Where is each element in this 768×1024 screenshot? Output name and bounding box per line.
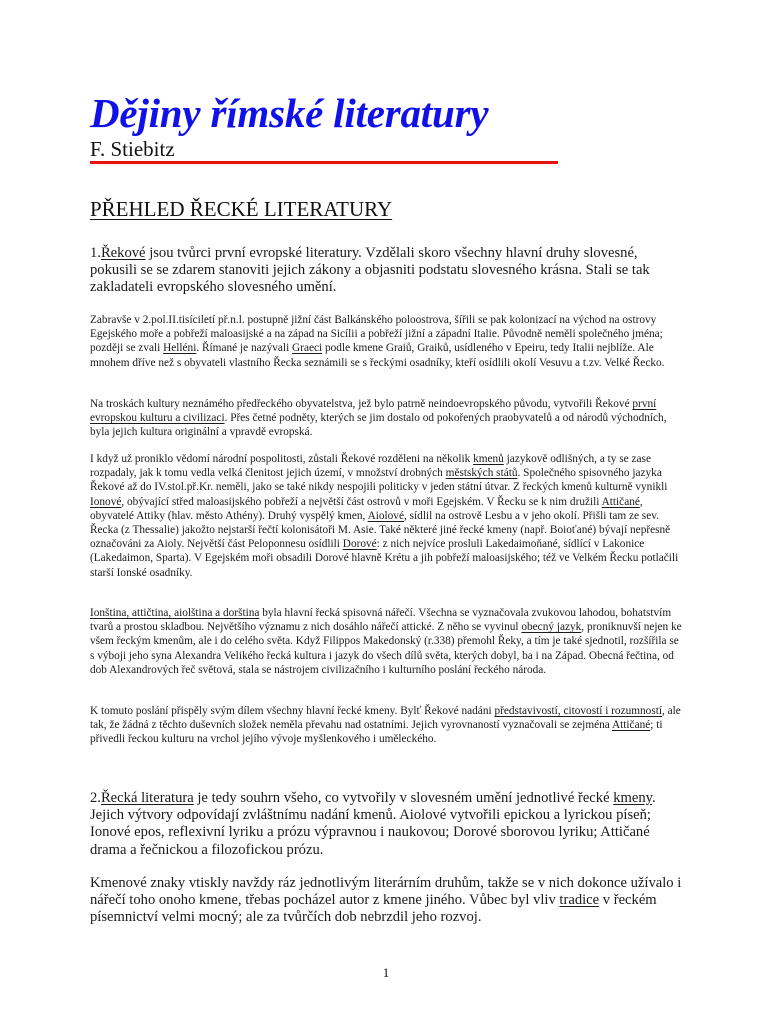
underlined-term: Graeci [292, 342, 323, 355]
underlined-term: Řecká literatura [100, 790, 194, 806]
document-author: F. Stiebitz [90, 137, 175, 161]
paragraph: 1.Řekové jsou tvůrci první evropské literatury. Vzdělali skoro všechny hlavní druhy slovesné, pokusili se se zdarem stanoviti jejich zákony a objasniti podstatu slovesného krásna. Stali se tak zakladateli evropského slovesného umění. [90, 245, 650, 296]
underlined-term: Řekové [100, 245, 146, 261]
paragraph: Zabravše v 2.pol.II.tisíciletí př.n.l. postupně jižní část Balkánského poloostrova, šířili se pak kolonizací na východ na ostrovy Egejského moře a pobřeží maloasijské a na západ na Sicílii a pobřeží jižní a západní Italie. Původně neměli společného jména; později se zvali Helléni. Římané je nazývali Graeci podle kmene Graiů, Graiků, usídleného v Epeiru, tedy Italii nejblíže. Ale mnohem dříve než s obyvateli vlastního Řecka seznámili se s řeckými osadníky, kteří osídlili okolí Vesuvu a t.zv. Velké Řecko. [90, 314, 665, 369]
underlined-term: Dorové [342, 538, 377, 551]
underlined-term: první evropskou kulturu a civilizaci [90, 398, 657, 425]
underlined-term: obecný jazyk [521, 621, 582, 634]
underlined-term: Aiolové [367, 509, 404, 522]
paragraph: I když už proniklo vědomí národní pospolitosti, zůstali Řekové rozděleni na několik kmenů jazykově odlišných, a ty se zase rozpadaly, jak k tomu vedla velká členitost jejich území, v množství drobných městských států. Společného spisovného jazyka Řekové až do IV.stol.př.Kr. neměli, jako se také nikdy nespojili politicky v jeden státní útvar. Z řeckých kmenů kulturně vynikli Ionové, obývající střed maloasijského pobřeží a největší část ostrovů v moři Egejském. V Řecku se k nim družili Attičané, obyvatelé Attiky (hlav. město Athény). Druhý vyspělý kmen, Aiolové, sídlil na ostrově Lesbu a v jeho okolí. Přišli tam ze sev. Řecka (z Thessalie) jakožto nejstarší řečtí kolonisátoři M. Asie. Také některé jiné řecké kmeny (např. Boioťané) bývají nepřesně označováni za Aioly. Největší část Peloponnesu osídlili Dorové: z nich nejvíce prosluli Lakedaimoňané, sídlící v Lakonice (Lakedaimon, Sparta). V Egejském moři obsadili Dorové hlavně Krétu a jih pobřeží maloasijského; též ve Velkém Řecku potlačili starší Ionské osadníky. [90, 453, 679, 579]
page-number: 1 [382, 965, 390, 980]
paragraph: 2.Řecká literatura je tedy souhrn všeho, co vytvořily v slovesném umění jednotlivé řecké kmeny. Jejich výtvory odpovídají zvláštnímu nadání kmenů. Aiolové vytvořili epickou a lyrickou píseň; Ionové epos, reflexivní lyriku a prózu výpravnou i naukovou; Dorové sborovou lyriku; Attičané drama a řečnickou a filozofickou prózu. [90, 790, 656, 858]
underlined-term: Attičané [601, 495, 640, 508]
title-divider [90, 161, 558, 164]
underlined-term: Ionština, attičtina, aiolština a dorština [90, 607, 260, 619]
underlined-term: městských států [445, 467, 518, 480]
underlined-term: kmeny [613, 790, 652, 806]
section-heading: PŘEHLED ŘECKÉ LITERATURY [90, 197, 393, 221]
paragraph: Na troskách kultury neznámého předřeckého obyvatelstva, jež bylo patrně neindoevropského původu, vytvořili Řekové první evropskou kulturu a civilizaci. Přes četné podněty, kterých se jim dostalo od pokořených praobyvatelů a od národů východních, byla jejich kultura originální a vpravdě evropská. [90, 398, 667, 439]
document-title: Dějiny římské literatury [90, 90, 489, 136]
underlined-term: tradice [559, 892, 600, 909]
underlined-term: Helléni [163, 342, 197, 355]
underlined-term: kmenů [473, 453, 504, 465]
paragraph: Kmenové znaky vtiskly navždy ráz jednotlivým literárním druhům, takže se v nich dokonce užívalo i nářečí toho onoho kmene, třebas pocházel autor z kmene jiného. Vůbec byl vliv tradice v řeckém písemnictví velmi mocný; ale za tvůrčích dob nebrzdil jeho rozvoj. [90, 875, 682, 926]
underlined-term: Attičané [611, 719, 651, 732]
underlined-term: představivostí, citovostí i rozumností [494, 705, 662, 717]
underlined-term: Ionové [90, 495, 122, 508]
paragraph: Ionština, attičtina, aiolština a dorština byla hlavní řecká spisovná nářečí. Všechna se vyznačovala zvukovou lahodou, bohatstvím tvarů a prostou skladbou. Největšího významu z nich dosáhlo nářečí attické. Z něho se vyvinul obecný jazyk, proniknuvší nejen ke všem řeckým kmenům, ale i do celého světa. Když Filippos Makedonský (r.338) přemohl Řeky, a tím je také sjednotil, rozšířila se s výboji jeho syna Alexandra Velikého řecká kultura i jazyk do všech dílů světa, kterých dobyl, ba i na Západ. Obecná řečtina, od dob Alexandrových řeč světová, stala se nástrojem civilizačního i kulturního poslání řeckého národa. [90, 607, 682, 676]
paragraph: K tomuto poslání přispěly svým dílem všechny hlavní řecké kmeny. Bylť Řekové nadáni představivostí, citovostí i rozumností, ale tak, že žádná z těchto duševních složek neměla převahu nad ostatními. Jejich vyrovnaností vyznačovali se zejména Attičané; ti přivedli řeckou kulturu na vrchol jejího vývoje myšlenkového i uměleckého. [90, 705, 681, 746]
